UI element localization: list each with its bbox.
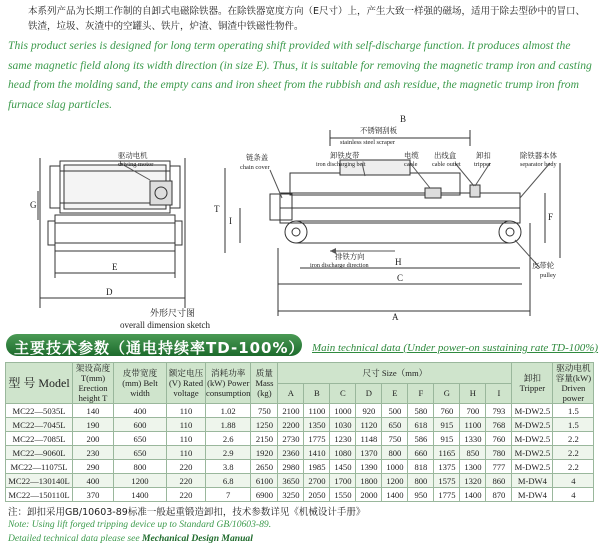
label-separator-cn: 除铁器本体 <box>520 151 557 160</box>
table-cell: 290 <box>73 460 114 474</box>
table-cell: 1030 <box>330 418 356 432</box>
section-title-en: Main technical data (Under power-on sustaining rate TD-100%) <box>312 342 599 354</box>
side-view-left-plate <box>50 166 60 208</box>
table-cell: 3650 <box>278 474 304 488</box>
table-cell: 915 <box>434 418 460 432</box>
table-cell: 2980 <box>278 460 304 474</box>
table-cell: 793 <box>486 404 512 418</box>
th-size-E: E <box>382 383 408 404</box>
th-size-B: B <box>304 383 330 404</box>
table-cell: 400 <box>114 404 167 418</box>
table-cell: 1.5 <box>553 404 594 418</box>
th-size-F: F <box>408 383 434 404</box>
table-cell: 1800 <box>356 474 382 488</box>
intro-chinese: 本系列产品为长期工作制的自卸式电磁除铁器。在除铁器宽度方向（E尺寸）上，产生大致一样强的磁场，适用于除去型砂中的冒口、铁渣，垃圾、灰渣中的空罐头、铁片，炉渣、铜渣中铁磁性物件。 <box>28 6 586 32</box>
table-cell: 190 <box>73 418 114 432</box>
label-separator-en: separator body <box>520 161 557 168</box>
label-cable-en: cable <box>404 161 418 168</box>
table-cell: 1985 <box>304 460 330 474</box>
section-title-cn: 主要技术参数（通电持续率TD-100%） <box>14 339 305 357</box>
dim-A: A <box>392 312 399 322</box>
caption-cn: 外形尺寸图 <box>150 308 196 318</box>
label-chain-cover-cn: 链条盖 <box>246 153 269 162</box>
table-cell: 230 <box>73 446 114 460</box>
table-row <box>6 488 594 502</box>
table-cell: 2.2 <box>553 432 594 446</box>
label-scraper-en: stainless steel scraper <box>340 139 396 146</box>
table-cell: 1000 <box>330 404 356 418</box>
th-size-G: G <box>434 383 460 404</box>
table-cell: 400 <box>73 474 114 488</box>
table-cell: 200 <box>73 432 114 446</box>
th-size-I: I <box>486 383 512 404</box>
table-cell: 1200 <box>114 474 167 488</box>
th-size-H: H <box>460 383 486 404</box>
table-cell: 2100 <box>278 404 304 418</box>
intro-english: This product series is designed for long term operating shift provided with self-discharge function. It produces almost the same magnetic field along its width direction (in size E). Thus, it is suitable for removing the magnetic tramp iron and casting head from the molding sand, the empty cans and iron sheet from the rubbish and ash residue, the magnetic trump iron from furnace slag particles. <box>8 39 592 111</box>
table-cell: 2050 <box>304 488 330 502</box>
label-scraper-cn: 不锈钢刮板 <box>360 126 397 135</box>
dim-F: F <box>548 212 554 222</box>
table-cell: 1400 <box>460 488 486 502</box>
table-cell: 1370 <box>356 446 382 460</box>
table-cell: 1400 <box>114 488 167 502</box>
table-cell: 2200 <box>278 418 304 432</box>
table-cell: 140 <box>73 404 114 418</box>
label-discharge-cn: 排铁方向 <box>335 252 365 261</box>
table-cell: 800 <box>408 474 434 488</box>
dim-D: D <box>106 287 113 297</box>
table-cell: M-DW2.5 <box>512 418 553 432</box>
table-cell: 650 <box>114 446 167 460</box>
table-cell: 920 <box>356 404 382 418</box>
table-cell: 1230 <box>330 432 356 446</box>
table-cell: M-DW4 <box>512 488 553 502</box>
table-cell: 1100 <box>460 418 486 432</box>
dim-I: I <box>229 216 232 226</box>
spec-table-body <box>6 404 594 502</box>
table-cell: 1200 <box>382 474 408 488</box>
front-view-pulley-right <box>499 221 521 243</box>
th-size: 尺寸 Size（mm） <box>278 363 512 384</box>
table-row <box>6 432 594 446</box>
model-cell: MC22—150110L <box>6 488 73 502</box>
table-cell: 1120 <box>356 418 382 432</box>
table-cell: 110 <box>167 418 206 432</box>
front-view-pulley-left <box>285 221 307 243</box>
model-cell: MC22—130140L <box>6 474 73 488</box>
table-cell: 1100 <box>304 404 330 418</box>
th-size-D: D <box>356 383 382 404</box>
table-cell: 777 <box>486 460 512 474</box>
table-cell: 1320 <box>460 474 486 488</box>
table-cell: 660 <box>408 446 434 460</box>
table-cell: 2360 <box>278 446 304 460</box>
th-size-C: C <box>330 383 356 404</box>
table-cell: 2000 <box>356 488 382 502</box>
table-cell: M-DW2.5 <box>512 432 553 446</box>
th-power: 消耗功率 (kW) Power consumption <box>206 363 251 404</box>
table-cell: 700 <box>460 404 486 418</box>
side-view-motor <box>150 181 172 205</box>
table-cell: 2700 <box>304 474 330 488</box>
table-cell: 760 <box>486 432 512 446</box>
table-row <box>6 418 594 432</box>
table-cell: 950 <box>408 488 434 502</box>
label-drive-motor-en: driving motor <box>118 161 154 168</box>
label-pulley-en: pulley <box>540 272 556 279</box>
table-cell: 220 <box>167 474 206 488</box>
table-cell: 110 <box>167 432 206 446</box>
table-cell: 650 <box>114 432 167 446</box>
table-cell: 1350 <box>304 418 330 432</box>
label-drive-motor-cn: 驱动电机 <box>118 151 148 160</box>
table-cell: 850 <box>460 446 486 460</box>
note-en-2: Detailed technical data please see Mechanical Design Manual <box>8 533 253 544</box>
th-driven-power: 驱动电机容量(kW) Driven power <box>553 363 594 404</box>
table-cell: 1400 <box>382 488 408 502</box>
th-size-A: A <box>278 383 304 404</box>
manual-title: Mechanical Design Manual <box>142 533 253 544</box>
model-cell: MC22—9060L <box>6 446 73 460</box>
table-row <box>6 474 594 488</box>
th-voltage: 额定电压 (V) Rated voltage <box>167 363 206 404</box>
table-cell: 1700 <box>330 474 356 488</box>
label-tripper-cn: 卸扣 <box>476 151 491 160</box>
table-cell: 110 <box>167 404 206 418</box>
dim-B: B <box>400 114 407 124</box>
model-cell: MC22—7045L <box>6 418 73 432</box>
table-cell: 1165 <box>434 446 460 460</box>
table-cell: 1410 <box>304 446 330 460</box>
table-cell: 7 <box>206 488 251 502</box>
table-cell: 1775 <box>434 488 460 502</box>
th-model: 型 号 Model <box>6 363 73 404</box>
overall-dimension-drawing <box>0 108 600 338</box>
table-cell: 500 <box>382 404 408 418</box>
label-belt-en: iron discharging belt <box>316 162 366 168</box>
table-cell: 2.2 <box>553 460 594 474</box>
table-cell: 760 <box>434 404 460 418</box>
table-cell: 818 <box>408 460 434 474</box>
table-cell: 750 <box>382 432 408 446</box>
dim-G: G <box>30 200 37 210</box>
table-cell: 650 <box>382 418 408 432</box>
table-cell: 2730 <box>278 432 304 446</box>
table-cell: 1300 <box>460 460 486 474</box>
label-outlet-cn: 出线盒 <box>434 151 457 160</box>
table-cell: M-DW2.5 <box>512 446 553 460</box>
label-chain-cover-en: chain cover <box>240 164 270 171</box>
table-cell: M-DW4 <box>512 474 553 488</box>
label-pulley-cn: 皮带轮 <box>532 261 555 270</box>
dim-C: C <box>397 273 404 283</box>
table-cell: 6900 <box>251 488 278 502</box>
table-row <box>6 404 594 418</box>
table-cell: 800 <box>382 446 408 460</box>
table-cell: 370 <box>73 488 114 502</box>
table-cell: 4 <box>553 488 594 502</box>
table-cell: 768 <box>486 418 512 432</box>
label-outlet-en: cable outlet <box>432 161 461 168</box>
note-cn: 注：卸扣采用GB/10603-89标准一般起重锻造卸扣，技术参数详见《机械设计手册》 <box>8 507 366 518</box>
table-cell: 1.02 <box>206 404 251 418</box>
model-cell: MC22—7085L <box>6 432 73 446</box>
label-discharge-en: iron discharge direction <box>310 262 369 269</box>
caption-en: overall dimension sketch <box>120 320 210 330</box>
label-tripper-en: tripper <box>474 161 492 168</box>
table-cell: 3.8 <box>206 460 251 474</box>
table-cell: M-DW2.5 <box>512 460 553 474</box>
th-belt-width: 皮带宽度 (mm) Belt width <box>114 363 167 404</box>
table-cell: 1.5 <box>553 418 594 432</box>
table-cell: 860 <box>486 474 512 488</box>
dim-H: H <box>395 257 402 267</box>
dim-T: T <box>214 204 220 214</box>
model-cell: MC22—5035L <box>6 404 73 418</box>
table-cell: 3250 <box>278 488 304 502</box>
table-cell: 6.8 <box>206 474 251 488</box>
table-cell: 1.88 <box>206 418 251 432</box>
table-cell: 220 <box>167 460 206 474</box>
table-cell: 6100 <box>251 474 278 488</box>
model-cell: MC22—11075L <box>6 460 73 474</box>
table-cell: 1080 <box>330 446 356 460</box>
table-cell: 2150 <box>251 432 278 446</box>
table-cell: 2.9 <box>206 446 251 460</box>
table-cell: 618 <box>408 418 434 432</box>
th-erection: 架设高度 T(mm) Erection height T <box>73 363 114 404</box>
table-cell: 870 <box>486 488 512 502</box>
table-cell: 110 <box>167 446 206 460</box>
th-mass: 质量 Mass (kg) <box>251 363 278 404</box>
table-cell: 220 <box>167 488 206 502</box>
table-cell: 800 <box>114 460 167 474</box>
table-row <box>6 446 594 460</box>
note-en: Note: Using lift forged tripping device up to Standard GB/10603-89. <box>8 519 272 530</box>
table-cell: 1920 <box>251 446 278 460</box>
table-cell: M-DW2.5 <box>512 404 553 418</box>
table-cell: 600 <box>114 418 167 432</box>
table-cell: 1575 <box>434 474 460 488</box>
table-cell: 1330 <box>460 432 486 446</box>
table-cell: 1250 <box>251 418 278 432</box>
table-cell: 2.6 <box>206 432 251 446</box>
table-cell: 1775 <box>304 432 330 446</box>
front-view-chain-cover <box>270 194 292 220</box>
table-cell: 4 <box>553 474 594 488</box>
table-cell: 586 <box>408 432 434 446</box>
table-cell: 2.2 <box>553 446 594 460</box>
label-belt-cn: 卸铁皮带 <box>330 151 360 160</box>
table-cell: 2650 <box>251 460 278 474</box>
table-cell: 780 <box>486 446 512 460</box>
table-cell: 1550 <box>330 488 356 502</box>
table-cell: 1000 <box>382 460 408 474</box>
dim-E: E <box>112 262 118 272</box>
table-cell: 1148 <box>356 432 382 446</box>
table-cell: 915 <box>434 432 460 446</box>
side-view-drum <box>55 215 175 251</box>
table-cell: 580 <box>408 404 434 418</box>
th-tripper: 卸扣 Tripper <box>512 363 553 404</box>
spec-table <box>5 362 594 502</box>
table-row <box>6 460 594 474</box>
table-cell: 750 <box>251 404 278 418</box>
table-cell: 1375 <box>434 460 460 474</box>
table-cell: 1450 <box>330 460 356 474</box>
label-cable-cn: 电缆 <box>404 151 419 160</box>
table-cell: 1390 <box>356 460 382 474</box>
